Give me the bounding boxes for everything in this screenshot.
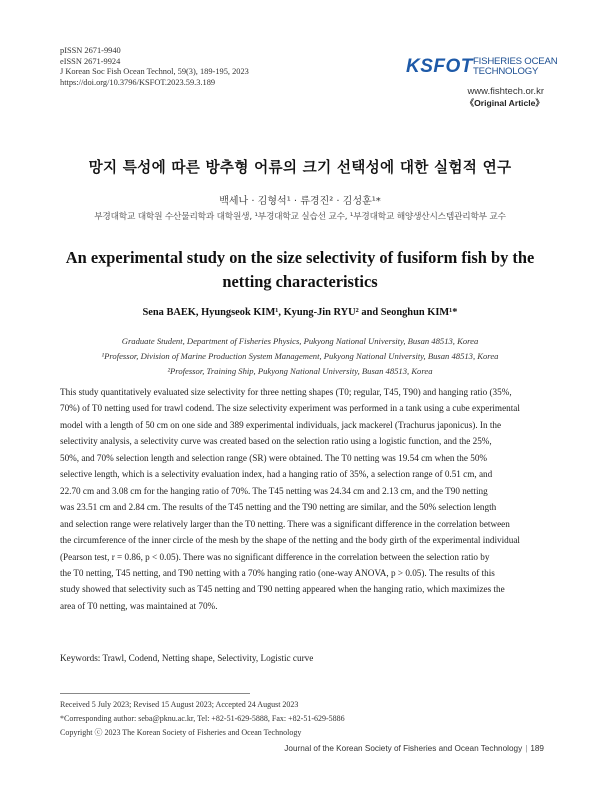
abstract-line: (Pearson test, r = 0.86, p < 0.05). There was no significant difference in the correlation between the selection ratio by (60, 551, 490, 562)
abstract-line: model with a length of 50 cm on one side and 389 experimental individuals, jack mackerel (Trachurus japonicus). In the (60, 419, 502, 430)
citation: J Korean Soc Fish Ocean Technol, 59(3), 189-195, 2023 (60, 67, 249, 77)
authors-korean: 백세나 · 김형석¹ · 류경진² · 김성훈¹* (219, 196, 381, 207)
affiliation-line: ¹Professor, Division of Marine Production System Management, Pukyong National University, Busan 48513, Korea (101, 351, 499, 362)
abstract-line: selectivity analysis, a selectivity curve was created based on the selection ratio using a logistic function, and the 25%, (60, 436, 492, 447)
title-korean: 망지 특성에 따른 방추형 어류의 크기 선택성에 대한 실험적 연구 (88, 159, 512, 176)
page-number: 189 (530, 744, 544, 753)
footer-separator: | (525, 744, 528, 753)
footer-journal: Journal of the Korean Society of Fisheries and Ocean Technology (284, 744, 523, 753)
pissn: pISSN 2671-9940 (60, 46, 121, 55)
abstract-line: 70%) of T0 netting used for trawl codend. The size selectivity experiment was performed in a tank using a cube experimental (60, 403, 520, 414)
abstract-line: This study quantitatively evaluated size selectivity for three netting shapes (T0; regular, T45, T90) and hanging ratio (35%, (60, 387, 512, 397)
received-dates: Received 5 July 2023; Revised 15 August 2023; Accepted 24 August 2023 (60, 700, 299, 709)
footnotes (60, 698, 345, 740)
journal-meta (60, 46, 249, 88)
journal-website[interactable]: www.fishtech.or.kr (467, 86, 544, 97)
doi-link[interactable]: https://doi.org/10.3796/KSFOT.2023.59.3.189 (60, 77, 216, 87)
copyright: Copyright ⓒ 2023 The Korean Society of Fisheries and Ocean Technology (60, 728, 302, 737)
abstract-line: 22.70 cm and 3.08 cm for the hanging ratio of 70%. The T45 netting was 24.34 cm and 2.13 cm, and the T90 netting (60, 485, 488, 496)
footnote-divider (60, 693, 250, 694)
corresponding-author: *Corresponding author: seba@pknu.ac.kr, Tel: +82-51-629-5888, Fax: +82-51-629-5886 (60, 714, 345, 723)
abstract-line: selective length, which is a selectivity evaluation index, had a hanging ratio of 35%, a selection range of 0.51 cm, and (60, 469, 493, 480)
logo-line2: TECHNOLOGY (473, 66, 539, 78)
abstract-line: the T0 netting, T45 netting, and T90 netting with a 70% hanging ratio (one-way ANOVA, p > 0.05). The results of this (60, 567, 495, 578)
page-footer (284, 744, 544, 753)
logo-line1: FISHERIES OCEAN (473, 56, 558, 67)
abstract-line: study showed that selectivity such as T45 netting and T90 netting appeared when the hanging ratio, which maximizes the (60, 584, 505, 595)
article-type: 《Original Article》 (465, 98, 544, 108)
affiliations-english (60, 334, 540, 380)
abstract-line: the circumference of the inner circle of the mesh by the shape of the netting and the body girth of the experimental individual (60, 535, 520, 546)
authors-english: Sena BAEK, Hyungseok KIM¹, Kyung-Jin RYU² and Seonghun KIM¹* (142, 307, 458, 318)
logo-text (473, 57, 557, 78)
eissn: eISSN 2671-9924 (60, 56, 121, 66)
abstract-line: and selection range were relatively larger than the T0 netting. There was a significant difference in the correlation between (60, 518, 510, 529)
journal-logo (406, 54, 558, 82)
affiliation-line: Graduate Student, Department of Fisheries Physics, Pukyong National University, Busan 48513, Korea (121, 336, 479, 346)
abstract-line: area of T0 netting, was maintained at 70%. (60, 600, 218, 611)
abstract (60, 384, 540, 614)
abstract-line: 50%, and 70% selection length and selection range (SR) were obtained. The T0 netting was 19.54 cm when the 50% (60, 452, 488, 463)
logo-mark: KSFOT (406, 56, 473, 77)
title-english: An experimental study on the size selectivity of fusiform fish by the netting characteristics (65, 248, 535, 291)
affiliations-korean: 부경대학교 대학원 수산물리학과 대학원생, ¹부경대학교 실습선 교수, ¹부경대학교 해양생산시스템관리학부 교수 (94, 212, 506, 222)
keywords: Keywords: Trawl, Codend, Netting shape, Selectivity, Logistic curve (60, 653, 314, 663)
affiliation-line: ²Professor, Training Ship, Pukyong National University, Busan 48513, Korea (167, 366, 433, 377)
abstract-line: was 23.51 cm and 2.84 cm. The results of the T45 netting and the T90 netting are similar, and the 50% selection length (60, 502, 497, 513)
